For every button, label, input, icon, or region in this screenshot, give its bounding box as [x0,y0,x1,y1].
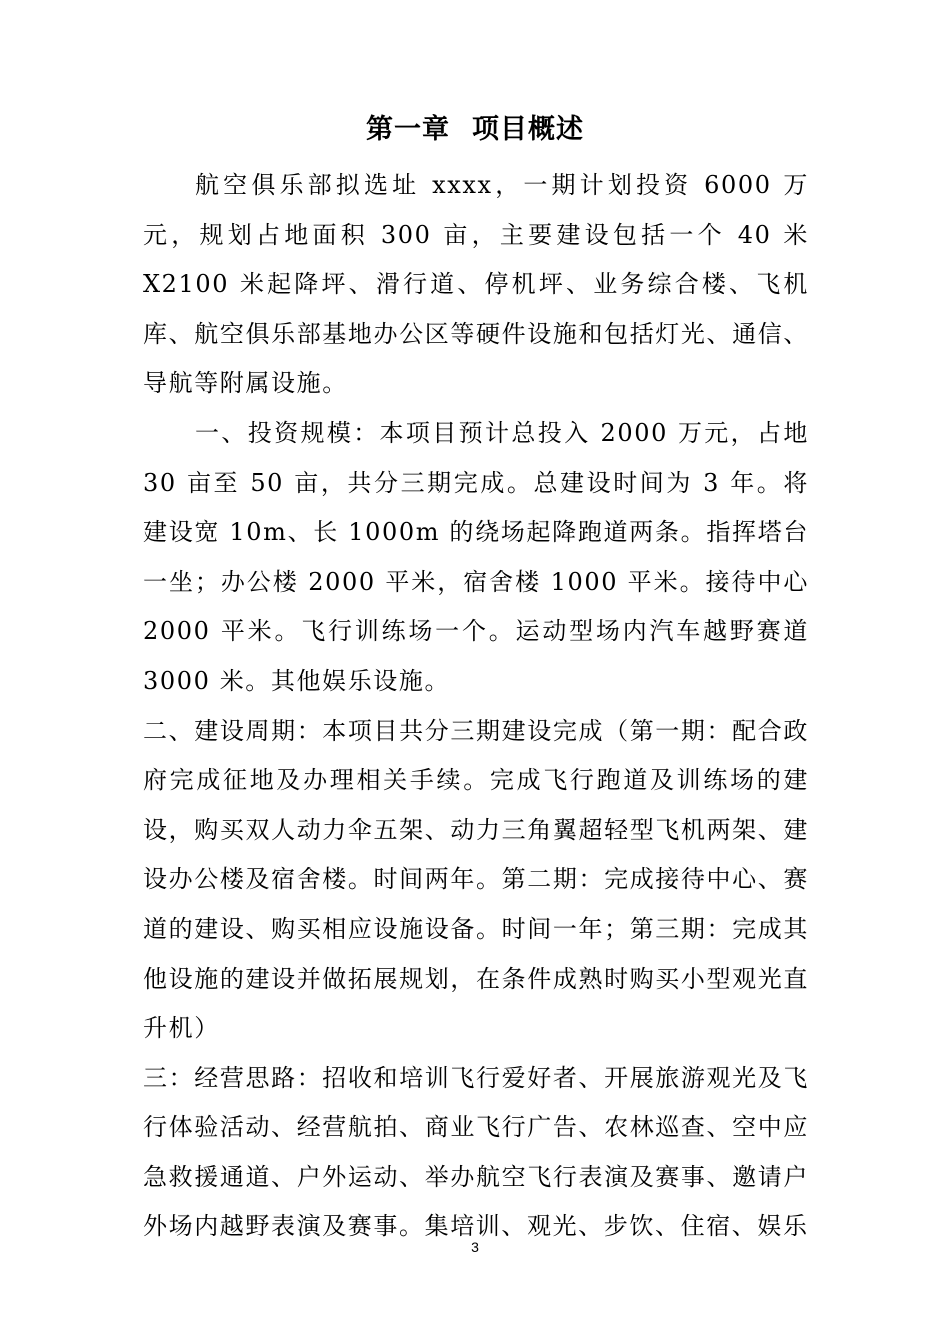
chapter-title: 项目概述 [472,114,584,145]
chapter-heading [0,108,950,152]
page-number: 3 [471,1239,479,1255]
paragraph-investment-scale: 一、投资规模：本项目预计总投入 2000 万元，占地 30 亩至 50 亩，共分三期完成。总建设时间为 3 年。将建设宽 10m、长 1000m 的绕场起降跑道两条。指挥塔台一坐；办公楼 2000 平米，宿舍楼 1000 平米。接待中心 2000 平米。飞行训练场一个。运动型场内汽车越野赛道 3000 米。其他娱乐设施。 [143,418,809,695]
body-text [143,161,809,1252]
paragraph-construction-period: 二、建设周期：本项目共分三期建设完成（第一期：配合政府完成征地及办理相关手续。完成飞行跑道及训练场的建设，购买双人动力伞五架、动力三角翼超轻型飞机两架、建设办公楼及宿舍楼。时间两年。第二期：完成接待中心、赛道的建设、购买相应设施设备。时间一年；第三期：完成其他设施的建设并做拓展规划，在条件成熟时购买小型观光直升机） [143,716,809,1043]
paragraph-business-approach: 三：经营思路：招收和培训飞行爱好者、开展旅游观光及飞行体验活动、经营航拍、商业飞行广告、农林巡查、空中应急救援通道、户外运动、举办航空飞行表演及赛事、邀请户外场内越野表演及赛事。集培训、观光、步饮、住宿、娱乐 [143,1063,809,1241]
chapter-label: 第一章 [366,114,450,145]
paragraph-overview: 航空俱乐部拟选址 xxxx，一期计划投资 6000 万元，规划占地面积 300 亩，主要建设包括一个 40 米 X2100 米起降坪、滑行道、停机坪、业务综合楼、飞机库、航空俱乐部基地办公区等硬件设施和包括灯光、通信、导航等附属设施。 [143,171,809,398]
